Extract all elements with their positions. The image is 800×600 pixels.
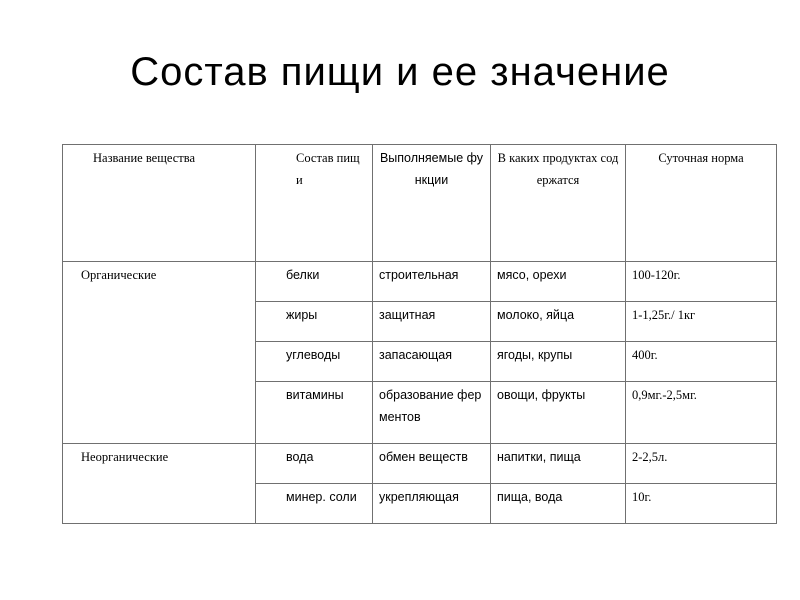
cell-function: защитная — [373, 302, 491, 342]
header-functions: Выполняемые функции — [373, 145, 491, 262]
cell-where: пища, вода — [491, 484, 626, 524]
cell-composition: витамины — [256, 382, 373, 444]
cell-norm: 10г. — [626, 484, 777, 524]
group-label: Органические — [63, 262, 256, 444]
cell-norm: 0,9мг.-2,5мг. — [626, 382, 777, 444]
header-where: В каких продуктах содержатся — [491, 145, 626, 262]
cell-function: запасающая — [373, 342, 491, 382]
table-header-row — [63, 145, 777, 262]
table-row — [63, 444, 777, 484]
table-row — [63, 262, 777, 302]
cell-where: мясо, орехи — [491, 262, 626, 302]
cell-where: напитки, пища — [491, 444, 626, 484]
food-composition-table — [62, 144, 777, 524]
page-title: Состав пищи и ее значение — [130, 50, 670, 94]
cell-function: обмен веществ — [373, 444, 491, 484]
cell-function: строительная — [373, 262, 491, 302]
cell-where: ягоды, крупы — [491, 342, 626, 382]
cell-composition: вода — [256, 444, 373, 484]
cell-where: молоко, яйца — [491, 302, 626, 342]
cell-composition: углеводы — [256, 342, 373, 382]
group-label: Неорганические — [63, 444, 256, 524]
cell-composition: белки — [256, 262, 373, 302]
header-name: Название вещества — [63, 145, 256, 262]
cell-where: овощи, фрукты — [491, 382, 626, 444]
cell-norm: 2-2,5л. — [626, 444, 777, 484]
header-composition: Состав пищи — [256, 145, 373, 262]
cell-norm: 1-1,25г./ 1кг — [626, 302, 777, 342]
cell-function: укрепляющая — [373, 484, 491, 524]
cell-function: образование ферментов — [373, 382, 491, 444]
cell-norm: 100-120г. — [626, 262, 777, 302]
cell-norm: 400г. — [626, 342, 777, 382]
header-norm: Суточная норма — [626, 145, 777, 262]
cell-composition: жиры — [256, 302, 373, 342]
cell-composition: минер. соли — [256, 484, 373, 524]
